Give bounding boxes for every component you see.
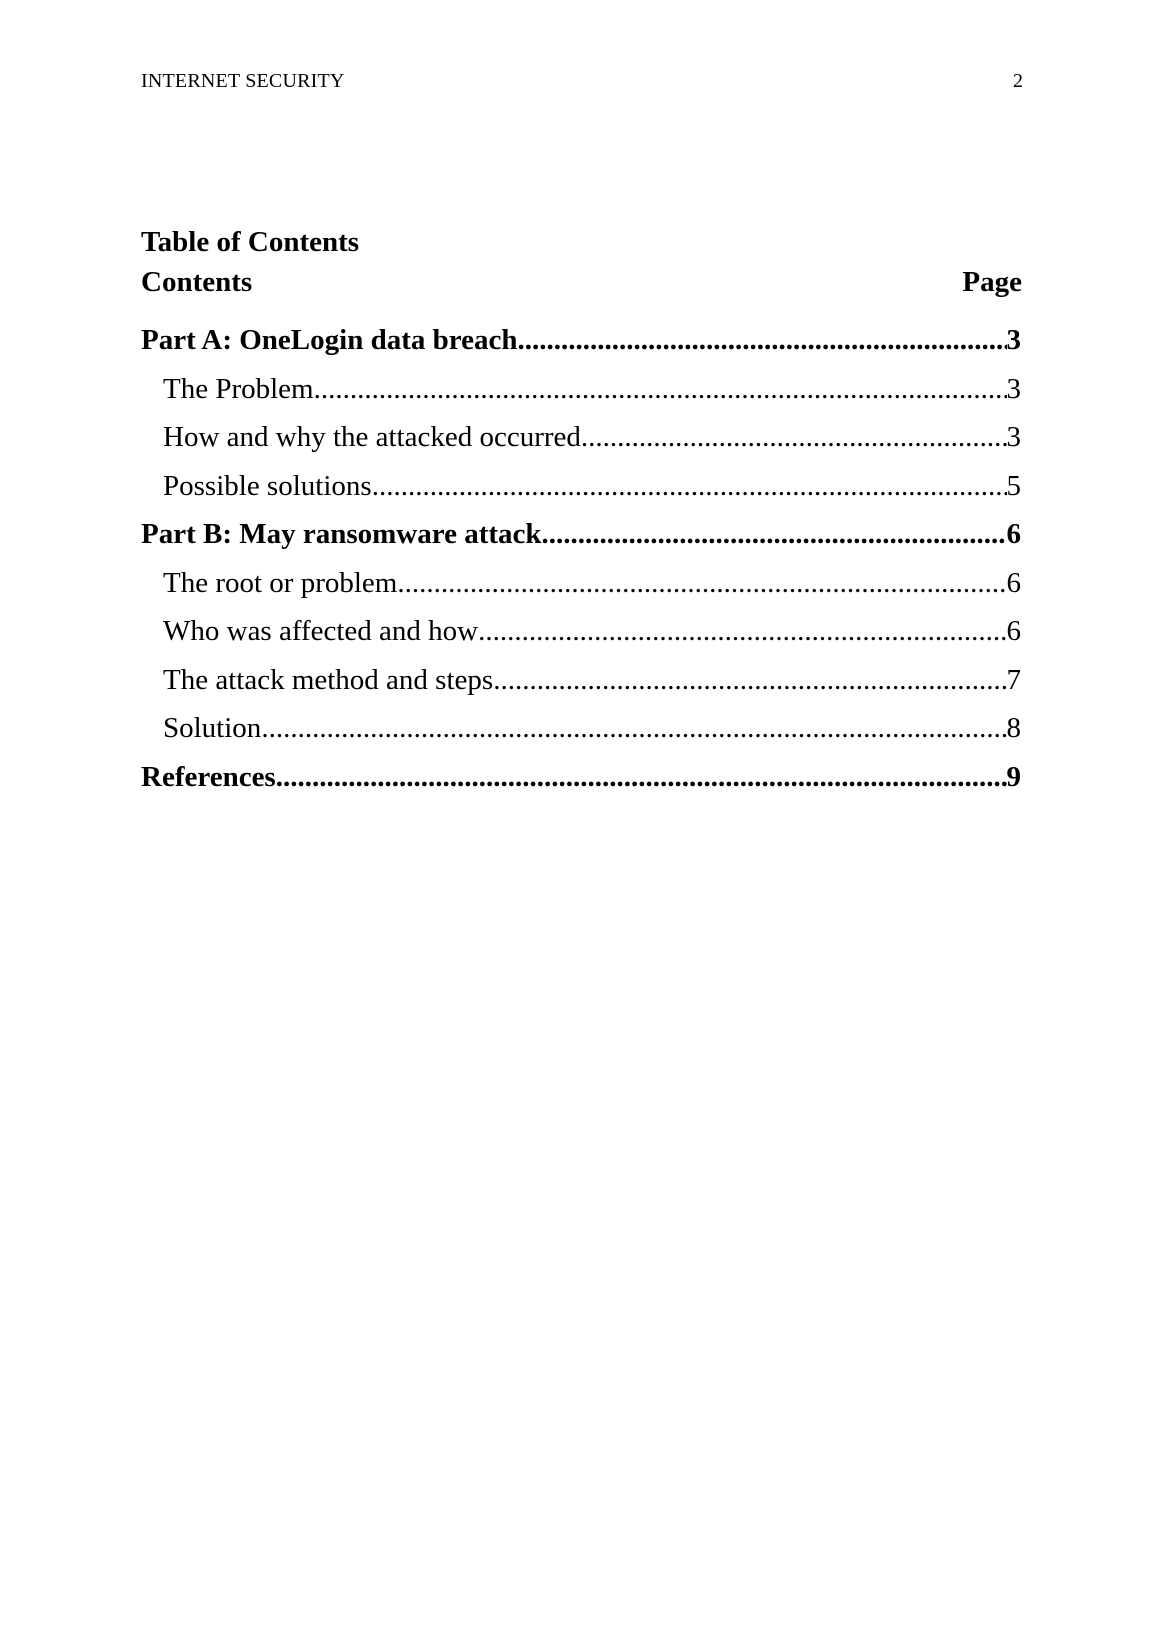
toc-column-header <box>141 266 1022 299</box>
toc-dot-leader <box>397 559 1006 608</box>
toc-entry-page: 6 <box>1006 518 1021 550</box>
toc-list <box>141 316 1021 801</box>
contents-label: Contents <box>141 266 253 298</box>
toc-entry-text: Part A: OneLogin data breach <box>141 324 518 356</box>
toc-entry-root-problem[interactable] <box>141 559 1021 608</box>
toc-entry-possible-solutions[interactable] <box>141 462 1021 511</box>
toc-dot-leader <box>314 365 1007 414</box>
toc-entry-text: Who was affected and how <box>163 615 479 647</box>
toc-entry-page: 8 <box>1006 712 1021 744</box>
toc-dot-leader <box>542 510 1007 559</box>
toc-entry-page: 3 <box>1006 324 1021 356</box>
toc-dot-leader <box>276 753 1007 802</box>
toc-entry-page: 6 <box>1006 566 1021 599</box>
toc-entry-how-and-why[interactable] <box>141 413 1021 462</box>
page-label: Page <box>962 266 1022 298</box>
page-number: 2 <box>1013 70 1023 92</box>
toc-dot-leader <box>478 607 1006 656</box>
toc-entry-page: 5 <box>1006 469 1021 502</box>
toc-entry-part-b[interactable] <box>141 510 1021 559</box>
toc-dot-leader <box>581 413 1007 462</box>
toc-dot-leader <box>517 316 1006 365</box>
toc-dot-leader <box>493 656 1006 705</box>
toc-dot-leader <box>261 704 1006 753</box>
toc-entry-text: How and why the attacked occurred <box>163 421 581 453</box>
toc-entry-page: 9 <box>1006 760 1021 793</box>
toc-entry-text: The Problem <box>163 372 314 405</box>
toc-entry-page: 3 <box>1006 372 1021 405</box>
running-head: INTERNET SECURITY <box>141 70 345 92</box>
toc-entry-the-problem[interactable] <box>141 365 1021 414</box>
toc-entry-text: Part B: May ransomware attack <box>141 518 542 550</box>
toc-entry-text: References <box>141 760 276 793</box>
toc-entry-page: 7 <box>1006 663 1021 696</box>
toc-entry-attack-method[interactable] <box>141 656 1021 705</box>
toc-title: Table of Contents <box>141 226 360 258</box>
toc-entry-part-a[interactable] <box>141 316 1021 365</box>
toc-entry-page: 3 <box>1006 421 1021 453</box>
toc-entry-text: Solution <box>163 712 262 744</box>
toc-entry-text: The root or problem <box>163 566 398 599</box>
toc-entry-page: 6 <box>1006 615 1021 647</box>
toc-dot-leader <box>372 462 1007 511</box>
toc-entry-who-affected[interactable] <box>141 607 1021 656</box>
toc-entry-solution[interactable] <box>141 704 1021 753</box>
toc-entry-text: Possible solutions <box>163 469 372 502</box>
toc-entry-references[interactable] <box>141 753 1021 802</box>
toc-entry-text: The attack method and steps <box>163 663 494 696</box>
